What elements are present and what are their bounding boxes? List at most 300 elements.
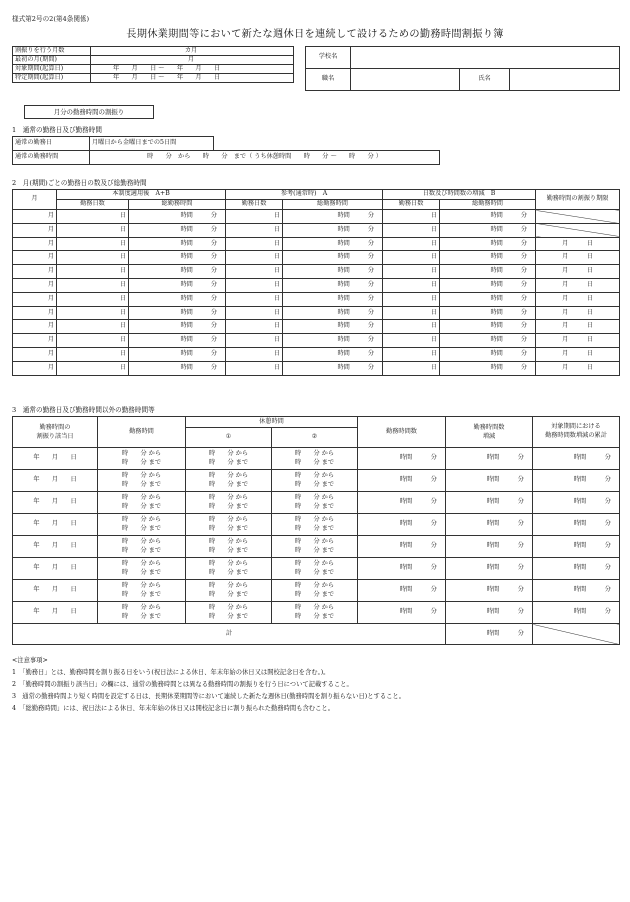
days-cell[interactable]: 日 <box>383 237 440 251</box>
detail-row <box>13 602 620 624</box>
time-from: 時 分 から <box>121 603 162 611</box>
minute-unit: 分 <box>210 267 218 275</box>
hour-unit: 時間 <box>337 280 350 288</box>
time-to: 時 分 まで <box>121 502 162 510</box>
time-to: 時 分 まで <box>294 546 335 554</box>
hour-minute-cell[interactable]: 時間 分 <box>446 470 533 492</box>
hour-unit: 時間 <box>337 211 350 219</box>
days-cell[interactable]: 日 <box>226 278 283 292</box>
hours-cell[interactable] <box>440 210 536 224</box>
time-to: 時 分 まで <box>121 480 162 488</box>
days-cell[interactable]: 日 <box>57 223 129 237</box>
header-right-table <box>305 46 620 91</box>
header-field-label: 特定期間(起算日) <box>13 74 91 83</box>
hours-cell[interactable] <box>129 306 226 320</box>
time-to: 時 分 まで <box>208 524 249 532</box>
school-label: 学校名 <box>306 47 351 69</box>
hours-cell[interactable] <box>129 265 226 279</box>
minute-unit: 分 <box>520 280 528 288</box>
hours-cell[interactable] <box>129 223 226 237</box>
days-cell[interactable]: 日 <box>226 347 283 361</box>
minute-unit: 分 <box>367 253 375 261</box>
time-to: 時 分 まで <box>294 524 335 532</box>
col-month: 月 <box>13 190 57 210</box>
hour-minute-cell[interactable]: 時間 分 <box>358 558 446 580</box>
days-cell[interactable]: 日 <box>383 334 440 348</box>
hour-minute-cell[interactable]: 時間 分 <box>446 492 533 514</box>
total-blank <box>533 624 620 645</box>
header-field-value[interactable]: 年 月 日 〜 年 月 日 <box>91 74 294 83</box>
days-cell[interactable]: 日 <box>383 361 440 375</box>
hours-cell[interactable] <box>440 347 536 361</box>
monthly-allocation-box: 月分の勤務時間の割振り <box>24 105 154 119</box>
workday-label: 通常の勤務日 <box>13 137 90 151</box>
period-cell[interactable]: 月 日 <box>536 265 620 279</box>
minute-unit: 分 <box>210 349 218 357</box>
days-cell[interactable]: 日 <box>57 320 129 334</box>
days-cell[interactable]: 日 <box>383 320 440 334</box>
days-cell[interactable]: 日 <box>57 292 129 306</box>
time-to: 時 分 まで <box>294 458 335 466</box>
days-cell[interactable]: 日 <box>226 320 283 334</box>
days-cell[interactable]: 日 <box>226 361 283 375</box>
col-break1: ① <box>186 428 272 448</box>
minute-unit: 分 <box>520 294 528 302</box>
days-cell[interactable]: 日 <box>226 265 283 279</box>
time-from: 時 分 から <box>294 537 335 545</box>
time-from: 時 分 から <box>208 559 249 567</box>
time-to: 時 分 まで <box>121 458 162 466</box>
days-cell[interactable]: 日 <box>57 361 129 375</box>
hour-unit: 時間 <box>490 239 503 247</box>
name-label: 氏名 <box>460 69 510 91</box>
date-cell[interactable]: 年 月 日 <box>13 448 98 470</box>
month-row <box>13 347 620 361</box>
hour-unit: 時間 <box>180 322 193 330</box>
minute-unit: 分 <box>210 322 218 330</box>
hour-minute-cell[interactable]: 時間 分 <box>533 448 620 470</box>
total-row <box>13 624 620 645</box>
hours-cell[interactable] <box>283 320 383 334</box>
note-item: 4 「総勤務時間」には、祝日法による休日、年末年始の休日又は開校記念日に割り振られた勤務時間も含むこと。 <box>12 705 334 712</box>
time-range-cell[interactable] <box>186 470 272 492</box>
detail-row <box>13 580 620 602</box>
hours-cell[interactable] <box>440 278 536 292</box>
days-cell[interactable]: 日 <box>383 347 440 361</box>
month-cell[interactable]: 月 <box>13 347 57 361</box>
col-cumulative: 対象期間における 勤務時間数増減の累計 <box>533 417 620 448</box>
minute-unit: 分 <box>210 211 218 219</box>
time-from: 時 分 から <box>121 471 162 479</box>
minute-unit: 分 <box>520 322 528 330</box>
time-to: 時 分 まで <box>208 458 249 466</box>
month-cell[interactable]: 月 <box>13 292 57 306</box>
minute-unit: 分 <box>520 225 528 233</box>
minute-unit: 分 <box>367 322 375 330</box>
hour-unit: 時間 <box>337 225 350 233</box>
hour-unit: 時間 <box>490 363 503 371</box>
hour-minute-cell[interactable]: 時間 分 <box>358 514 446 536</box>
time-from: 時 分 から <box>294 603 335 611</box>
days-cell[interactable]: 日 <box>383 278 440 292</box>
month-cell[interactable]: 月 <box>13 251 57 265</box>
date-cell[interactable]: 年 月 日 <box>13 492 98 514</box>
hour-unit: 時間 <box>180 363 193 371</box>
minute-unit: 分 <box>210 336 218 344</box>
days-cell[interactable]: 日 <box>383 251 440 265</box>
hours-cell[interactable] <box>129 210 226 224</box>
hour-unit: 時間 <box>337 253 350 261</box>
days-cell[interactable]: 日 <box>226 237 283 251</box>
time-range-cell[interactable] <box>186 448 272 470</box>
time-range-cell[interactable] <box>98 580 186 602</box>
note-item: 1 「勤務日」とは、勤務時間を割り振る日をいう(祝日法による休日、年末年始の休日又は開校記念日を含む。)。 <box>12 669 330 676</box>
days-cell[interactable]: 日 <box>226 210 283 224</box>
time-from: 時 分 から <box>294 581 335 589</box>
hours-cell[interactable] <box>283 251 383 265</box>
hours-cell[interactable] <box>283 278 383 292</box>
month-cell[interactable]: 月 <box>13 361 57 375</box>
detail-row <box>13 536 620 558</box>
sub-days: 勤務日数 <box>383 200 440 210</box>
time-range-cell[interactable] <box>272 470 358 492</box>
group-change: 日数及び時間数の増減 B <box>383 190 536 200</box>
hours-cell[interactable] <box>129 251 226 265</box>
hour-unit: 時間 <box>180 349 193 357</box>
hours-cell[interactable] <box>283 265 383 279</box>
hour-unit: 時間 <box>490 322 503 330</box>
hour-unit: 時間 <box>490 267 503 275</box>
minute-unit: 分 <box>210 239 218 247</box>
month-cell[interactable]: 月 <box>13 223 57 237</box>
month-cell[interactable]: 月 <box>13 265 57 279</box>
month-cell[interactable]: 月 <box>13 320 57 334</box>
time-from: 時 分 から <box>294 449 335 457</box>
time-range-cell[interactable] <box>186 580 272 602</box>
hours-cell[interactable] <box>440 292 536 306</box>
days-cell[interactable]: 日 <box>383 223 440 237</box>
period-cell[interactable] <box>536 223 620 237</box>
hour-minute-cell[interactable]: 時間 分 <box>358 470 446 492</box>
detail-row <box>13 514 620 536</box>
month-row <box>13 251 620 265</box>
days-cell[interactable]: 日 <box>226 306 283 320</box>
hours-cell[interactable] <box>283 237 383 251</box>
days-cell[interactable]: 日 <box>226 292 283 306</box>
period-cell[interactable]: 月 日 <box>536 306 620 320</box>
hour-minute-cell[interactable]: 時間 分 <box>446 514 533 536</box>
hour-minute-cell[interactable]: 時間 分 <box>446 448 533 470</box>
hours-cell[interactable] <box>283 292 383 306</box>
time-from: 時 分 から <box>121 581 162 589</box>
sub-days: 勤務日数 <box>226 200 283 210</box>
hour-minute-cell[interactable]: 時間 分 <box>533 514 620 536</box>
header-field-label: 最初の月(期間) <box>13 56 91 65</box>
time-to: 時 分 まで <box>121 612 162 620</box>
hour-minute-cell[interactable]: 時間 分 <box>533 602 620 624</box>
date-cell[interactable]: 年 月 日 <box>13 536 98 558</box>
time-to: 時 分 まで <box>208 568 249 576</box>
hour-minute-cell[interactable]: 時間 分 <box>446 558 533 580</box>
date-cell[interactable]: 年 月 日 <box>13 558 98 580</box>
form-label: 様式第2号の2(第4条関係) <box>12 15 90 23</box>
minute-unit: 分 <box>210 308 218 316</box>
col-change: 勤務時間数 増減 <box>446 417 533 448</box>
period-cell[interactable]: 月 日 <box>536 320 620 334</box>
period-cell[interactable]: 月 日 <box>536 251 620 265</box>
minute-unit: 分 <box>367 294 375 302</box>
days-cell[interactable]: 日 <box>57 306 129 320</box>
minute-unit: 分 <box>367 349 375 357</box>
month-cell[interactable]: 月 <box>13 306 57 320</box>
date-cell[interactable]: 年 月 日 <box>13 602 98 624</box>
note-item: 3 通常の勤務時間より短く時間を設定する日は、長期休業期間等において連続した新たな週休日(勤務時間を割り振らない日)とすること。 <box>12 693 406 700</box>
hour-unit: 時間 <box>180 280 193 288</box>
hours-cell[interactable] <box>283 223 383 237</box>
days-cell[interactable]: 日 <box>383 292 440 306</box>
time-to: 時 分 まで <box>294 480 335 488</box>
minute-unit: 分 <box>367 211 375 219</box>
time-range-cell[interactable] <box>272 492 358 514</box>
month-row <box>13 237 620 251</box>
hour-unit: 時間 <box>337 239 350 247</box>
time-from: 時 分 から <box>121 493 162 501</box>
days-cell[interactable]: 日 <box>57 334 129 348</box>
hour-unit: 時間 <box>337 294 350 302</box>
days-cell[interactable]: 日 <box>226 223 283 237</box>
hours-cell[interactable] <box>440 265 536 279</box>
section2-table <box>12 189 620 376</box>
minute-unit: 分 <box>210 225 218 233</box>
time-range-cell[interactable] <box>272 514 358 536</box>
date-cell[interactable]: 年 月 日 <box>13 470 98 492</box>
time-from: 時 分 から <box>121 559 162 567</box>
month-cell[interactable]: 月 <box>13 210 57 224</box>
hour-minute-cell[interactable]: 時間 分 <box>358 448 446 470</box>
section3-table <box>12 416 620 645</box>
month-cell[interactable]: 月 <box>13 237 57 251</box>
days-cell[interactable]: 日 <box>383 210 440 224</box>
hour-minute-cell[interactable]: 時間 分 <box>446 602 533 624</box>
hour-minute-cell[interactable]: 時間 分 <box>358 602 446 624</box>
time-range-cell[interactable] <box>272 536 358 558</box>
hour-minute-cell[interactable]: 時間 分 <box>358 536 446 558</box>
month-cell[interactable]: 月 <box>13 334 57 348</box>
month-cell[interactable]: 月 <box>13 278 57 292</box>
time-from: 時 分 から <box>294 515 335 523</box>
time-to: 時 分 まで <box>208 590 249 598</box>
hour-unit: 時間 <box>180 239 193 247</box>
hour-minute-cell[interactable]: 時間 分 <box>446 624 533 645</box>
minute-unit: 分 <box>520 308 528 316</box>
hour-unit: 時間 <box>180 211 193 219</box>
date-cell[interactable]: 年 月 日 <box>13 580 98 602</box>
hours-cell[interactable] <box>129 320 226 334</box>
sub-hours: 総勤務時間 <box>283 200 383 210</box>
time-from: 時 分 から <box>294 471 335 479</box>
time-range-cell[interactable] <box>186 558 272 580</box>
time-to: 時 分 まで <box>208 612 249 620</box>
hours-cell[interactable] <box>283 347 383 361</box>
hours-label: 通常の勤務時間 <box>13 151 90 165</box>
time-range-cell[interactable] <box>98 514 186 536</box>
hours-cell[interactable] <box>129 361 226 375</box>
minute-unit: 分 <box>520 211 528 219</box>
col-date: 勤務時間の 割振り該当日 <box>13 417 98 448</box>
header-field-value[interactable]: カ月 <box>91 47 294 56</box>
hour-unit: 時間 <box>180 267 193 275</box>
hour-minute-cell[interactable]: 時間 分 <box>533 558 620 580</box>
period-cell[interactable]: 月 日 <box>536 292 620 306</box>
header-field-value[interactable]: 年 月 日 〜 年 月 日 <box>91 65 294 74</box>
header-field-value[interactable]: 月 <box>91 56 294 65</box>
hours-cell[interactable] <box>129 278 226 292</box>
hours-cell[interactable] <box>440 361 536 375</box>
period-cell[interactable]: 月 日 <box>536 361 620 375</box>
hour-unit: 時間 <box>337 267 350 275</box>
hour-unit: 時間 <box>337 336 350 344</box>
days-cell[interactable]: 日 <box>226 251 283 265</box>
hour-minute-cell[interactable]: 時間 分 <box>446 580 533 602</box>
hour-minute-cell[interactable]: 時間 分 <box>533 470 620 492</box>
hour-unit: 時間 <box>180 294 193 302</box>
time-range-cell[interactable] <box>98 602 186 624</box>
hours-cell[interactable] <box>440 237 536 251</box>
time-from: 時 分 から <box>208 515 249 523</box>
days-cell[interactable]: 日 <box>57 347 129 361</box>
notes-heading: <注意事項> <box>12 657 48 664</box>
hour-minute-cell[interactable]: 時間 分 <box>446 536 533 558</box>
time-to: 時 分 まで <box>208 546 249 554</box>
hour-unit: 時間 <box>490 308 503 316</box>
time-range-cell[interactable] <box>98 492 186 514</box>
hour-minute-cell[interactable]: 時間 分 <box>533 536 620 558</box>
minute-unit: 分 <box>520 349 528 357</box>
hour-minute-cell[interactable]: 時間 分 <box>533 492 620 514</box>
hours-cell[interactable] <box>129 347 226 361</box>
hour-minute-cell[interactable]: 時間 分 <box>358 492 446 514</box>
minute-unit: 分 <box>210 294 218 302</box>
time-range-cell[interactable] <box>272 602 358 624</box>
hour-unit: 時間 <box>180 308 193 316</box>
month-row <box>13 292 620 306</box>
time-range-cell[interactable] <box>272 448 358 470</box>
period-cell[interactable]: 月 日 <box>536 334 620 348</box>
hours-cell[interactable] <box>440 334 536 348</box>
time-range-cell[interactable] <box>272 580 358 602</box>
detail-row <box>13 492 620 514</box>
period-cell[interactable]: 月 日 <box>536 237 620 251</box>
time-from: 時 分 から <box>294 559 335 567</box>
notes <box>12 655 405 715</box>
hours-cell[interactable] <box>440 320 536 334</box>
minute-unit: 分 <box>367 363 375 371</box>
days-cell[interactable]: 日 <box>57 278 129 292</box>
position-value[interactable] <box>351 69 460 91</box>
time-range-cell[interactable] <box>98 558 186 580</box>
hours-cell[interactable] <box>440 306 536 320</box>
period-cell[interactable]: 月 日 <box>536 278 620 292</box>
days-cell[interactable]: 日 <box>57 251 129 265</box>
month-row <box>13 361 620 375</box>
hours-cell[interactable] <box>129 334 226 348</box>
month-row <box>13 320 620 334</box>
days-cell[interactable]: 日 <box>57 265 129 279</box>
month-row <box>13 278 620 292</box>
time-from: 時 分 から <box>208 471 249 479</box>
hours-cell[interactable] <box>129 292 226 306</box>
hour-unit: 時間 <box>490 294 503 302</box>
hour-unit: 時間 <box>337 322 350 330</box>
hours-cell[interactable] <box>283 334 383 348</box>
time-range-cell[interactable] <box>186 536 272 558</box>
minute-unit: 分 <box>367 239 375 247</box>
hour-unit: 時間 <box>490 336 503 344</box>
period-cell[interactable] <box>536 210 620 224</box>
days-cell[interactable]: 日 <box>383 306 440 320</box>
days-cell[interactable]: 日 <box>57 210 129 224</box>
month-row <box>13 265 620 279</box>
hour-unit: 時間 <box>180 336 193 344</box>
month-row <box>13 223 620 237</box>
time-range-cell[interactable] <box>98 470 186 492</box>
note-item: 2 「勤務時間の割振り該当日」の欄には、通常の勤務時間とは異なる勤務時間の割振りを行う日について記載すること。 <box>12 681 353 688</box>
name-value[interactable] <box>510 69 620 91</box>
hours-cell[interactable] <box>283 306 383 320</box>
group-ref: 参考(通常時) A <box>226 190 383 200</box>
time-range-cell[interactable] <box>98 448 186 470</box>
section3-heading: 3 通常の勤務日及び勤務時間以外の勤務時間等 <box>12 406 155 414</box>
minute-unit: 分 <box>520 363 528 371</box>
hours-cell[interactable] <box>283 210 383 224</box>
days-cell[interactable]: 日 <box>226 334 283 348</box>
col-hours: 勤務時間 <box>98 417 186 448</box>
days-cell[interactable]: 日 <box>383 265 440 279</box>
minute-unit: 分 <box>367 308 375 316</box>
time-range-cell[interactable] <box>186 514 272 536</box>
period-cell[interactable]: 月 日 <box>536 347 620 361</box>
minute-unit: 分 <box>520 267 528 275</box>
time-from: 時 分 から <box>121 537 162 545</box>
hours-cell[interactable] <box>283 361 383 375</box>
time-range-cell[interactable] <box>98 536 186 558</box>
time-range-cell[interactable] <box>272 558 358 580</box>
days-cell[interactable]: 日 <box>57 237 129 251</box>
minute-unit: 分 <box>520 336 528 344</box>
detail-row <box>13 558 620 580</box>
time-to: 時 分 まで <box>294 590 335 598</box>
minute-unit: 分 <box>367 336 375 344</box>
hour-minute-cell[interactable]: 時間 分 <box>358 580 446 602</box>
position-label: 職名 <box>306 69 351 91</box>
hours-value[interactable]: 時 分 から 時 分 まで（ うち休憩時間 時 分 〜 時 分 ） <box>90 151 440 165</box>
section1-blank <box>214 137 440 151</box>
hour-unit: 時間 <box>490 349 503 357</box>
hours-cell[interactable] <box>440 251 536 265</box>
time-range-cell[interactable] <box>186 602 272 624</box>
school-value[interactable] <box>351 47 620 69</box>
hours-cell[interactable] <box>129 237 226 251</box>
hour-minute-cell[interactable]: 時間 分 <box>533 580 620 602</box>
time-range-cell[interactable] <box>186 492 272 514</box>
date-cell[interactable]: 年 月 日 <box>13 514 98 536</box>
time-to: 時 分 まで <box>208 502 249 510</box>
month-row <box>13 210 620 224</box>
hours-cell[interactable] <box>440 223 536 237</box>
detail-row <box>13 448 620 470</box>
minute-unit: 分 <box>210 280 218 288</box>
section2-heading: 2 月(期間)ごとの勤務日の数及び総勤務時間 <box>12 179 147 187</box>
